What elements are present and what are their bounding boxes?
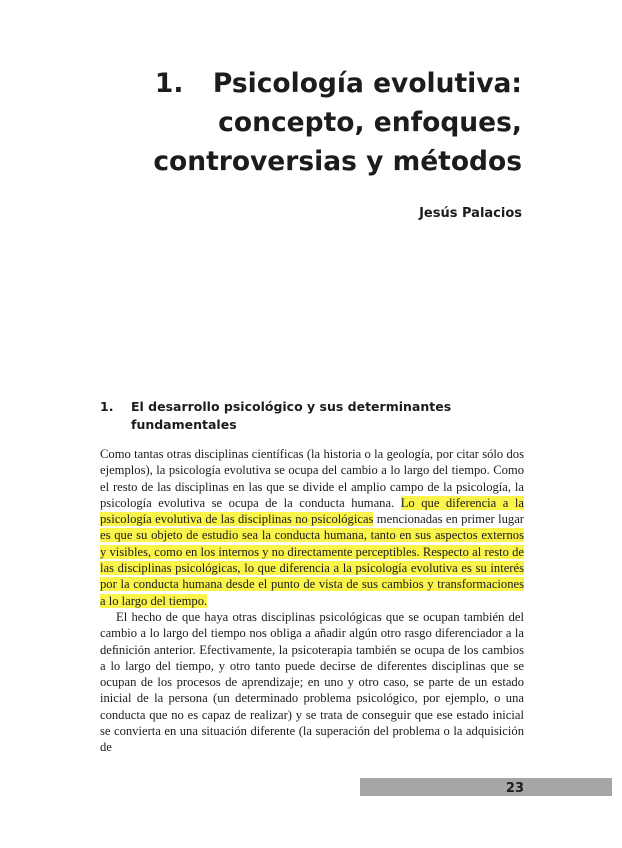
footer-bar — [360, 778, 612, 796]
paragraph-2: El hecho de que haya otras disciplinas psicológicas que se ocupan también del cambio a lo largo del tiempo nos obliga a añadir algún otro rasgo diferenciador a la deﬁnición anterior. Efectivamente, la psicoterapia también se ocupa de los cambios a lo largo del tiempo, y otro tanto puede decirse de diferentes disciplinas que se ocupan de los procesos de aprendizaje; en uno y otro caso, se parte de un estado inicial de la persona (un determinado problema psicológico, por ejemplo, o una conducta que no es capaz de realizar) y se trata de conseguir que ese estado inicial se convierta en una situación diferente (la superación del problema o la adquisición de — [100, 609, 524, 755]
page-number: 23 — [505, 781, 524, 796]
section-title: El desarrollo psicológico y sus determinantes fundamentales — [131, 399, 452, 432]
paragraph-1-middle: mencionadas en primer lugar — [373, 512, 524, 527]
author-name: Jesús Palacios — [419, 206, 522, 221]
chapter-number: 1. — [154, 68, 184, 99]
chapter-title-line-1 — [150, 64, 522, 103]
chapter-title-text-1: Psicología evolutiva: — [212, 68, 522, 99]
section-heading — [100, 398, 520, 434]
chapter-title — [150, 64, 522, 181]
body-text — [100, 446, 524, 756]
chapter-title-line-2: concepto, enfoques, — [218, 107, 522, 138]
section-number: 1. — [100, 399, 114, 414]
paragraph-1 — [100, 446, 524, 609]
chapter-title-line-3: controversias y métodos — [153, 146, 522, 177]
highlighted-passage-1: Lo que diferencia a la psicología evolutiva de las disciplinas no psicológicas — [100, 495, 524, 527]
paragraph-1-intro: Como tantas otras disciplinas científicas (la historia o la geología, por citar sólo dos ejemplos), la psicología evolutiva se ocupa del cambio a lo largo del tiempo. Como el resto de las disciplinas en las que se divide el amplio campo de la psicología, la psicología evolutiva se ocupa de la conducta humana. — [100, 447, 524, 510]
highlighted-passage-2: es que su objeto de estudio sea la conducta humana, tanto en sus aspectos externos y visibles, como en los internos y no directamente perceptibles. Respecto al resto de las disciplinas psicológicas, lo que diferencia a la psicología evolutiva es su interés por la conducta humana desde el punto de vista de sus cambios y transformaciones a lo largo del tiempo. — [100, 528, 524, 608]
